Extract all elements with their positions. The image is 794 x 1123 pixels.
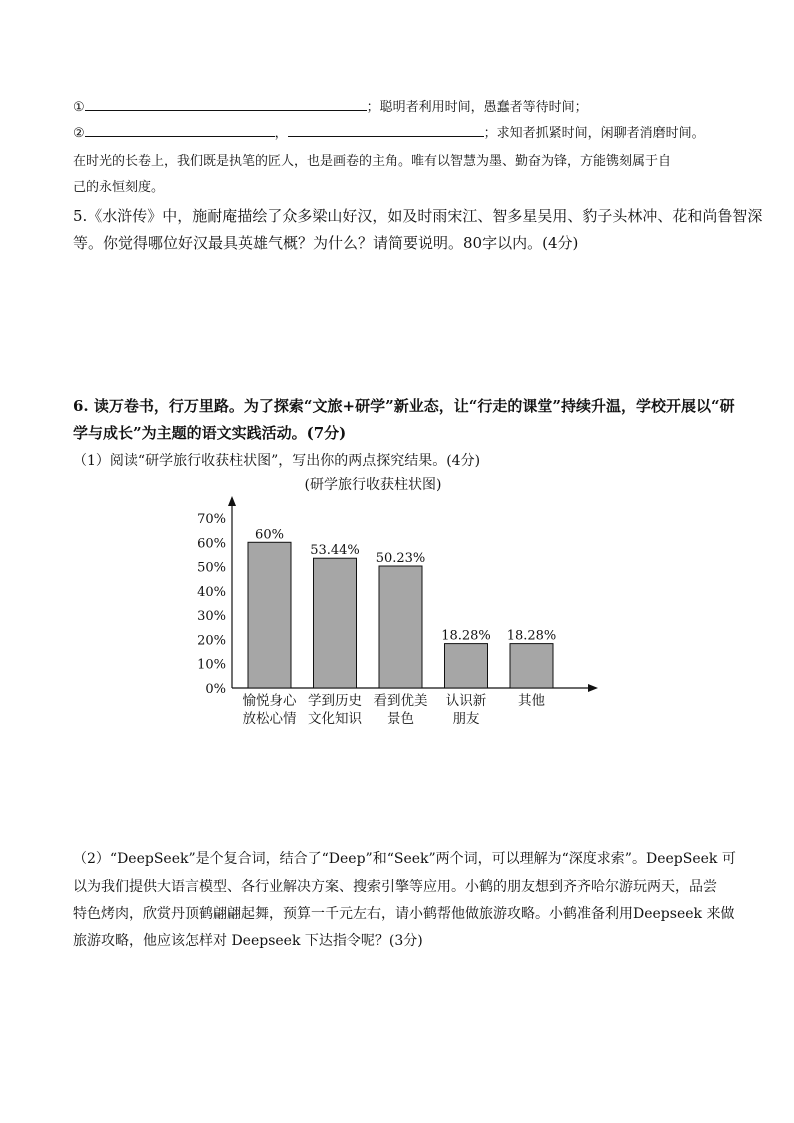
y-tick-label: 70% [197, 512, 226, 527]
y-tick-label: 0% [205, 682, 226, 697]
bar-value-label: 53.44% [310, 543, 360, 559]
chart-title: (研学旅行收获柱状图) [304, 477, 442, 493]
bar-value-label: 50.23% [375, 551, 426, 567]
x-tick-label: 景色 [387, 711, 414, 727]
chart-y-ticks [197, 512, 226, 697]
q4-blank-3[interactable] [288, 123, 484, 137]
q6-sub2-line-1: （2）“DeepSeek”是个复合词，结合了“Deep”和“Seek”两个词，可以理解为“深度求索”。DeepSeek 可 [73, 851, 736, 867]
bar [379, 566, 422, 688]
bar-value-label: 60% [255, 527, 284, 543]
x-tick-label: 学到历史 [308, 693, 362, 709]
x-tick-label: 看到优美 [373, 693, 428, 709]
y-axis-arrow [228, 496, 236, 506]
q6-sub2-line-4: 旅游攻略，他应该怎样对 Deepseek 下达指令呢？(3分) [73, 933, 423, 949]
q4-blank-2[interactable] [85, 123, 275, 137]
chart-x-labels [243, 692, 546, 727]
x-tick-label: 文化知识 [308, 711, 362, 727]
y-tick-label: 50% [197, 560, 226, 576]
q4-line-3: 在时光的长卷上，我们既是执笔的匠人，也是画卷的主角。唯有以智慧为墨、勤奋为锋，方能镌刻属于自 [73, 154, 672, 169]
bar [314, 558, 357, 688]
q4-marker-2: ② [73, 126, 85, 141]
q5-line-1: 5.《水浒传》中，施耐庵描绘了众多梁山好汉，如及时雨宋江、智多星吴用、豹子头林冲、花和尚鲁智深 [73, 207, 763, 225]
q4-line-4: 己的永恒刻度。 [73, 180, 165, 195]
q6-line-2: 学与成长”为主题的语文实践活动。(7分) [73, 424, 347, 442]
q6-sub2-line-3: 特色烤肉，欣赏丹顶鹤翩翩起舞，预算一千元左右，请小鹤帮他做旅游攻略。小鹤准备利用Deepseek 来做 [73, 906, 735, 922]
y-tick-label: 30% [197, 609, 226, 625]
bar-value-label: 18.28% [506, 628, 557, 644]
q4-line-2 [73, 122, 705, 141]
x-tick-label: 愉悦身心 [242, 693, 297, 709]
q6-sub1: （1）阅读“研学旅行收获柱状图”，写出你的两点探究结果。(4分) [73, 453, 481, 469]
harvest-bar-chart [180, 470, 610, 730]
q4-line-1 [73, 96, 588, 115]
y-tick-label: 20% [197, 633, 226, 649]
q6-line-1: 6. 读万卷书，行万里路。为了探索“文旅+研学”新业态，让“行走的课堂”持续升温，学校开展以“研 [73, 397, 735, 415]
y-tick-label: 40% [197, 584, 226, 600]
bar [445, 644, 488, 688]
q4-comma: ， [274, 126, 288, 141]
y-tick-label: 60% [197, 536, 226, 552]
q4-line-1-tail: ；聪明者利用时间，愚蠢者等待时间； [366, 100, 588, 115]
x-axis-arrow [588, 684, 598, 692]
q4-blank-1[interactable] [85, 97, 367, 111]
bar [510, 644, 553, 688]
q4-line-2-tail: ；求知者抓紧时间，闲聊者消磨时间。 [483, 126, 705, 141]
x-tick-label: 朋友 [452, 711, 480, 727]
q4-marker-1: ① [73, 100, 85, 115]
y-tick-label: 10% [197, 657, 226, 673]
bar-value-label: 18.28% [441, 628, 491, 644]
bar [248, 542, 291, 688]
x-tick-label: 认识新 [445, 693, 487, 709]
q5-line-2: 等。你觉得哪位好汉最具英雄气概？为什么？请简要说明。80字以内。(4分) [73, 234, 579, 252]
x-tick-label: 放松心情 [242, 711, 297, 727]
q6-sub2-line-2: 以为我们提供大语言模型、各行业解决方案、搜索引擎等应用。小鹤的朋友想到齐齐哈尔游玩两天，品尝 [73, 879, 717, 895]
x-tick-label: 其他 [518, 693, 545, 709]
